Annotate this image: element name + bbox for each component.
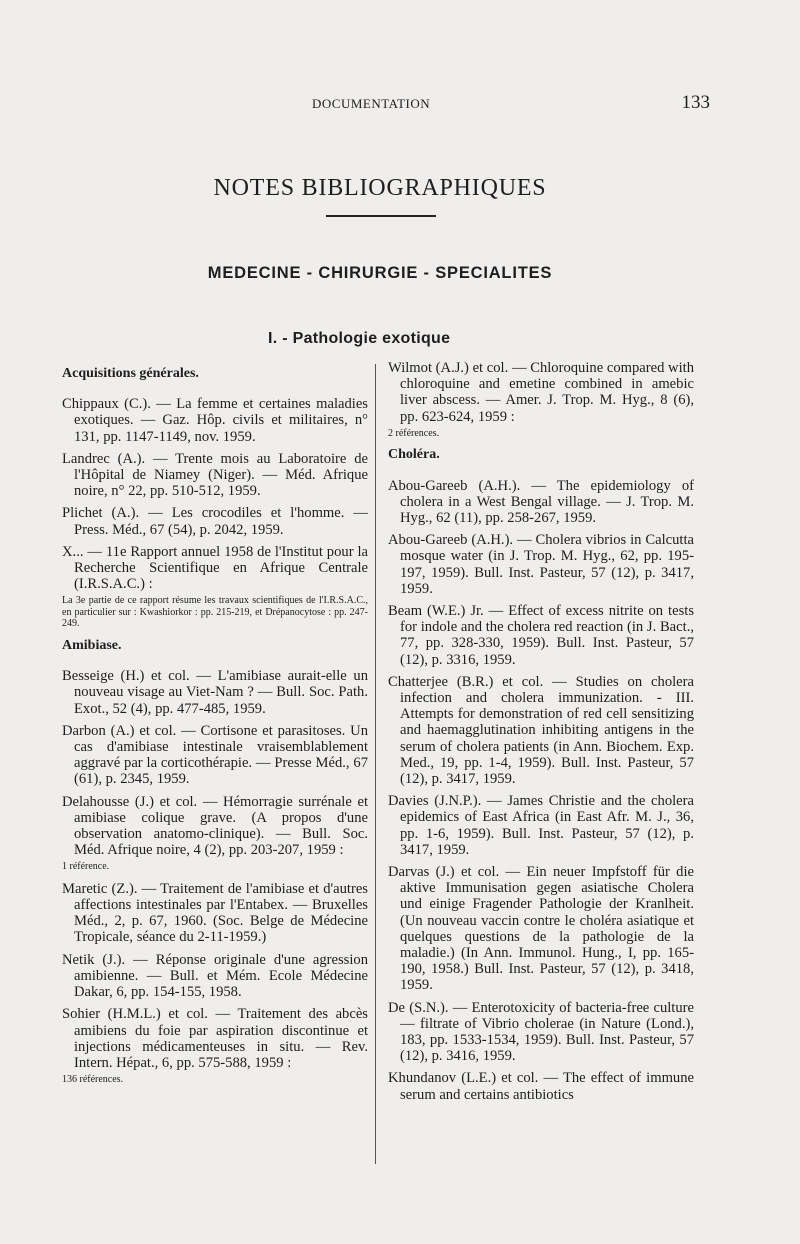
running-title: DOCUMENTATION <box>312 96 431 111</box>
bibliography-entry: Maretic (Z.). — Traitement de l'amibiase et d'autres affections intestinales par l'Entabex. — Bruxelles Méd., 2, p. 67, 1960. (Soc. Belge de Médecine Tropicale, séance du 2-11-1959.) <box>62 880 368 946</box>
bibliography-entry: Khundanov (L.E.) et col. — The effect of immune serum and certains antibiotics <box>388 1070 694 1103</box>
bibliography-entry: X... — 11e Rapport annuel 1958 de l'Institut pour la Recherche Scientifique en Afrique Centrale (I.R.S.A.C.) : <box>62 543 368 593</box>
bibliography-entry: Netik (J.). — Réponse originale d'une agression amibienne. — Bull. et Mém. Ecole Médecine Dakar, 6, pp. 154-155, 1958. <box>62 951 368 1001</box>
heading-amibiase: Amibiase. <box>62 637 122 653</box>
bibliography-entry: Darvas (J.) et col. — Ein neuer Impfstoff für die aktive Immunisation gegen asiatische Cholera und einige Fragender Pathologie der Kranlheit. (Un nouveau vaccin contre le choléra asiatique et quelques questions de la pathologie de la maladie.) (In Ann. Immunol. Hung., I, pp. 165-190, 1958.) Bull. Inst. Pasteur, 57 (12), p. 3418, 1959. <box>388 863 694 994</box>
bibliography-entry: Delahousse (J.) et col. — Hémorragie surrénale et amibiase colique grave. (A propos d'une observation anatomo-clinique). — Bull. Soc. Méd. Afrique noire, 4 (2), pp. 203-207, 1959 : <box>62 793 368 859</box>
entry-note: 2 références. <box>388 427 440 439</box>
bibliography-entry: Davies (J.N.P.). — James Christie and the cholera epidemics of East Africa (in East Afr. M. J., 36, pp. 1-6, 1959). Bull. Inst. Pasteur, 57 (12), p. 3417, 1959. <box>388 793 694 858</box>
entry-note: 136 références. <box>62 1074 124 1086</box>
bibliography-entry: Wilmot (A.J.) et col. — Chloroquine compared with chloroquine and emetine combined in amebic liver abscess. — Amer. J. Trop. M. Hyg., 8 (6), pp. 623-624, 1959 : <box>388 360 694 425</box>
page-title: NOTES BIBLIOGRAPHIQUES <box>213 175 547 201</box>
left-column <box>62 360 368 1094</box>
page-number: 133 <box>681 92 710 113</box>
right-column <box>388 360 694 1109</box>
bibliography-entry: Abou-Gareeb (A.H.). — Cholera vibrios in Calcutta mosque water (in J. Trop. M. Hyg., 62, pp. 195-197, 1959). Bull. Inst. Pasteur, 57 (12), p. 3417, 1959. <box>388 532 694 597</box>
running-head <box>60 92 710 116</box>
column-divider <box>375 364 376 1164</box>
bibliography-entry: De (S.N.). — Enterotoxicity of bacteria-free culture — filtrate of Vibrio cholerae (in Nature (Lond.), 183, pp. 1533-1534, 1959). Bull. Inst. Pasteur, 57 (12), p. 3416, 1959. <box>388 999 694 1065</box>
bibliography-entry: Chatterjee (B.R.) et col. — Studies on cholera infection and cholera immunization. - III. Attempts for demonstration of red cell sensitizing and haemagglutination inhibiting antigens in the serum of cholera patients (in Ann. Biochem. Exp. Med., 19, pp. 1-4, 1959). Bull. Inst. Pasteur, 57 (12), p. 3417, 1959. <box>388 673 694 787</box>
bibliography-entry: Plichet (A.). — Les crocodiles et l'homme. — Press. Méd., 67 (54), p. 2042, 1959. <box>62 505 368 538</box>
heading-acquisitions: Acquisitions générales. <box>62 366 199 381</box>
subsection-title: I. - Pathologie exotique <box>268 330 451 347</box>
bibliography-entry: Chippaux (C.). — La femme et certaines maladies exotiques. — Gaz. Hôp. civils et militaires, n° 131, pp. 1147-1149, nov. 1959. <box>62 396 368 445</box>
heading-cholera: Choléra. <box>388 447 440 463</box>
title-rule <box>326 215 436 217</box>
bibliography-entry: Besseige (H.) et col. — L'amibiase aurait-elle un nouveau visage au Viet-Nam ? — Bull. Soc. Path. Exot., 52 (4), pp. 477-485, 1959. <box>62 668 368 717</box>
bibliography-entry: Abou-Gareeb (A.H.). — The epidemiology of cholera in a West Bengal village. — J. Trop. M. Hyg., 62 (11), pp. 258-267, 1959. <box>388 477 694 526</box>
bibliography-entry: Beam (W.E.) Jr. — Effect of excess nitrite on tests for indole and the cholera red reaction (in J. Bact., 77, pp. 328-330, 1959). Bull. Inst. Pasteur, 57 (12), p. 3316, 1959. <box>388 602 694 668</box>
entry-note: La 3e partie de ce rapport résume les travaux scientifiques de l'I.R.S.A.C., en particulier sur : Kwashiorkor : pp. 215-219, et Drépanocytose : pp. 247-249. <box>62 595 368 630</box>
bibliography-entry: Sohier (H.M.L.) et col. — Traitement des abcès amibiens du foie par aspiration discontinue et injections médicamenteuses in situ. — Rev. Intern. Hépat., 6, pp. 575-588, 1959 : <box>62 1006 368 1071</box>
entry-note: 1 référence. <box>62 861 110 873</box>
bibliography-entry: Darbon (A.) et col. — Cortisone et parasitoses. Un cas d'amibiase intestinale vraisemblablement aggravé par la corticothérapie. — Presse Méd., 67 (61), p. 2345, 1959. <box>62 722 368 788</box>
bibliography-entry: Landrec (A.). — Trente mois au Laboratoire de l'Hôpital de Niamey (Niger). — Méd. Afrique noire, n° 22, pp. 510-512, 1959. <box>62 450 368 500</box>
section-title: MEDECINE - CHIRURGIE - SPECIALITES <box>207 264 553 282</box>
